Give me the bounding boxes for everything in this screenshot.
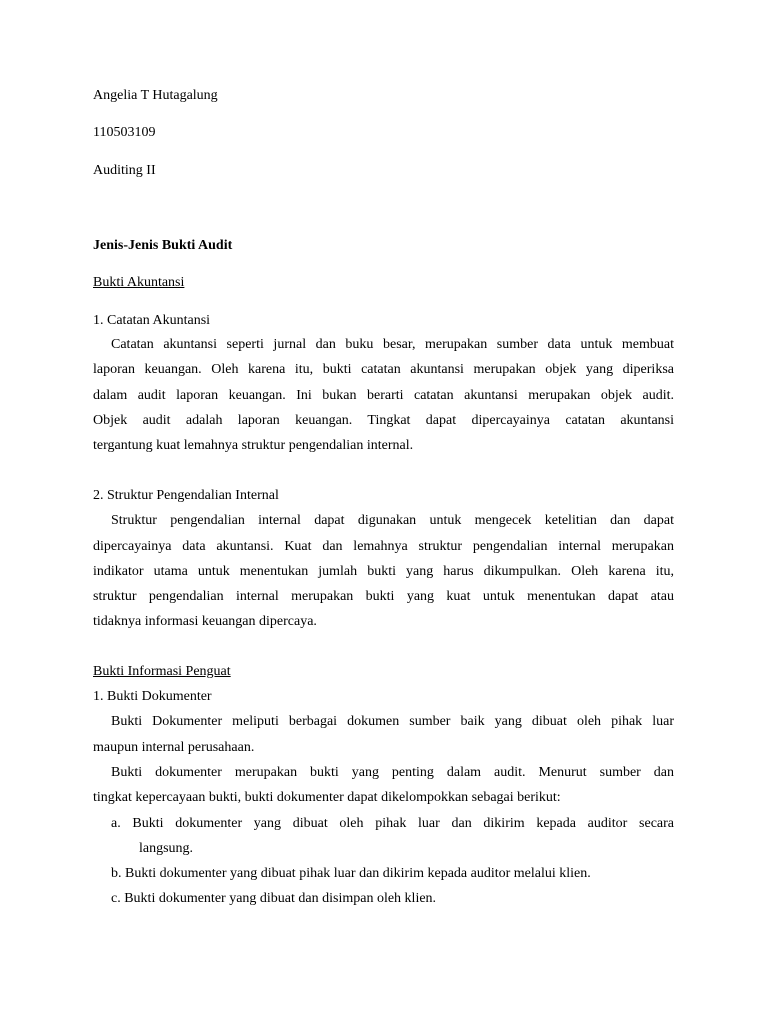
paragraph-line: dalam audit laporan keuangan. Ini bukan berarti catatan akuntansi merupakan objek audit. — [93, 388, 674, 403]
paragraph-line: tingkat kepercayaan bukti, bukti dokumenter dapat dikelompokkan sebagai berikut: — [93, 790, 561, 805]
section-heading-bukti-akuntansi: Bukti Akuntansi — [93, 275, 185, 290]
paragraph-line: tergantung kuat lemahnya struktur pengendalian internal. — [93, 438, 414, 453]
section-heading-bukti-informasi-penguat: Bukti Informasi Penguat — [93, 664, 231, 679]
item-title-catatan-akuntansi: 1. Catatan Akuntansi — [93, 313, 211, 328]
paragraph-line: dipercayainya data akuntansi. Kuat dan lemahnya struktur pengendalian internal merupakan — [93, 539, 674, 554]
paragraph-line: Bukti Dokumenter meliputi berbagai dokumen sumber baik yang dibuat oleh pihak luar — [111, 714, 674, 729]
paragraph-line: maupun internal perusahaan. — [93, 740, 255, 755]
paragraph-line: tidaknya informasi keuangan dipercaya. — [93, 614, 317, 629]
student-id: 110503109 — [93, 125, 156, 140]
item-title-bukti-dokumenter: 1. Bukti Dokumenter — [93, 689, 212, 704]
paragraph-line: laporan keuangan. Oleh karena itu, bukti catatan akuntansi merupakan objek yang diperiksa — [93, 362, 674, 377]
list-item-b: b. Bukti dokumenter yang dibuat pihak luar dan dikirim kepada auditor melalui klien. — [111, 866, 591, 881]
list-item-c: c. Bukti dokumenter yang dibuat dan disimpan oleh klien. — [111, 891, 437, 906]
author-name: Angelia T Hutagalung — [93, 88, 218, 103]
course-name: Auditing II — [93, 163, 156, 178]
item-title-struktur-pengendalian: 2. Struktur Pengendalian Internal — [93, 488, 279, 503]
list-item-a: a. Bukti dokumenter yang dibuat oleh pihak luar dan dikirim kepada auditor secara — [111, 816, 674, 831]
list-item-a-continued: langsung. — [139, 841, 194, 856]
paragraph-line: Catatan akuntansi seperti jurnal dan buku besar, merupakan sumber data untuk membuat — [111, 337, 674, 352]
paragraph-line: Struktur pengendalian internal dapat digunakan untuk mengecek ketelitian dan dapat — [111, 513, 674, 528]
paragraph-line: struktur pengendalian internal merupakan bukti yang kuat untuk menentukan dapat atau — [93, 589, 674, 604]
paragraph-line: Objek audit adalah laporan keuangan. Tingkat dapat dipercayainya catatan akuntansi — [93, 413, 674, 428]
paragraph-line: Bukti dokumenter merupakan bukti yang penting dalam audit. Menurut sumber dan — [111, 765, 674, 780]
paragraph-line: indikator utama untuk menentukan jumlah bukti yang harus dikumpulkan. Oleh karena itu, — [93, 564, 674, 579]
document-title: Jenis-Jenis Bukti Audit — [93, 238, 233, 253]
